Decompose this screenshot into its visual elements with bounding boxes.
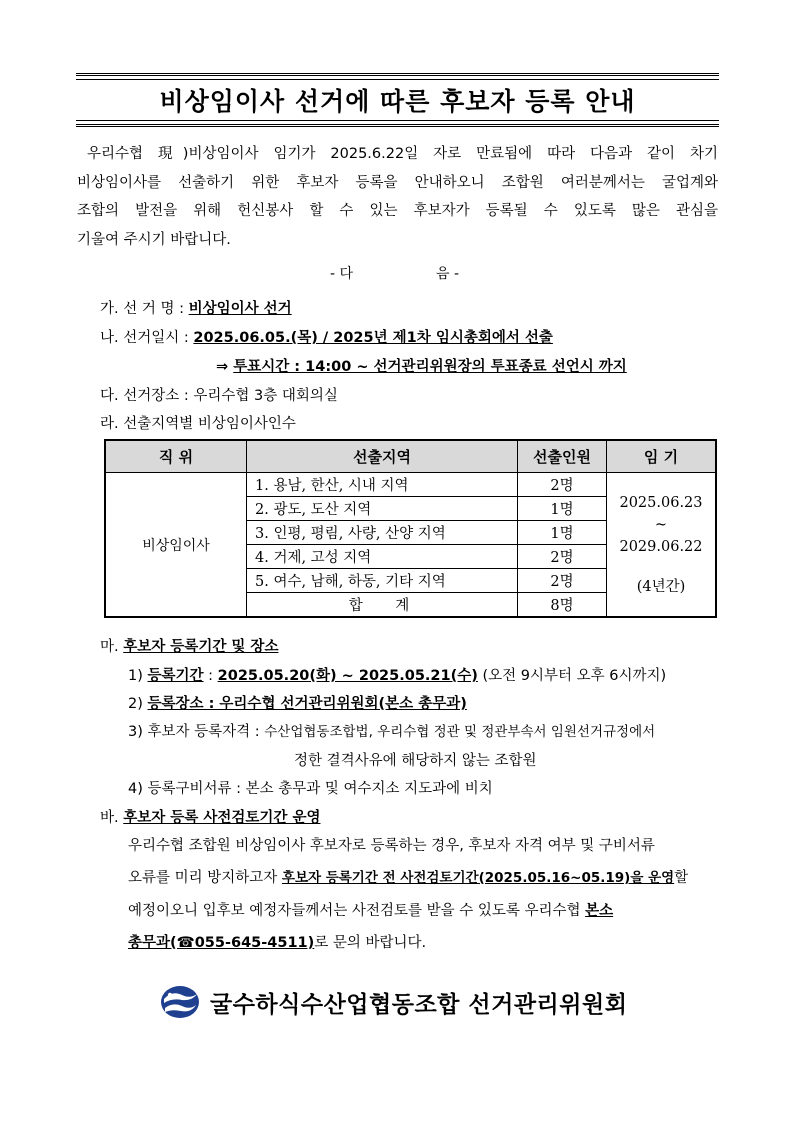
ma-item-3-cont (294, 749, 537, 770)
header-area: 선출지역 (247, 440, 518, 473)
term-end: 2029.06.22 (619, 538, 703, 555)
area-cell: 2. 광도, 도산 지역 (247, 497, 518, 521)
page-title: 비상임이사 선거에 따른 후보자 등록 안내 (159, 87, 636, 116)
title-banner (76, 73, 719, 127)
area-cell: 4. 거제, 고성 지역 (247, 545, 518, 569)
header-position: 직 위 (105, 440, 247, 473)
item-da (100, 384, 338, 405)
table-header-row (105, 440, 716, 473)
ba-line-2-bold: 후보자 등록기간 전 사전검토기간(2025.05.16~05.19)을 운영 (281, 870, 675, 886)
ba-line-4 (128, 931, 426, 952)
item-ra-label: 라. 선출지역별 비상임이사인수 (100, 416, 296, 432)
intro-line: 비상임이사를 선출하기 위한 후보자 등록을 안내하오니 조합원 여러분께서는 굴업계와 (77, 174, 718, 191)
ma-item-1-value: 2025.05.20(화) ~ 2025.05.21(수) (217, 668, 478, 684)
term-start: 2025.06.23 (619, 494, 703, 511)
item-na-sub (216, 355, 627, 376)
ma-item-3-value: 수산업협동조합법, 우리수협 정관 및 정관부속서 임원선거규정에서 (264, 724, 656, 740)
intro-line: 조합의 발전을 위해 헌신봉사 할 수 있는 후보자가 등록될 수 있도록 많은 관심을 (77, 203, 718, 219)
ma-item-2 (128, 692, 467, 713)
section-ba-label: 바. (100, 810, 119, 826)
ba-line-4-post: 로 문의 바랍니다. (314, 935, 427, 951)
ma-item-4-num: 4) (128, 781, 143, 797)
position-cell: 비상임이사 (105, 473, 247, 618)
ma-item-2-label: 등록장소 : 우리수협 선거관리위원회(본소 총무과) (147, 696, 467, 712)
count-cell: 2명 (518, 473, 607, 497)
intro-line: 기울여 주시기 바랍니다. (77, 231, 231, 248)
ba-line-2-pre: 오류를 미리 방지하고자 (128, 870, 282, 886)
ba-line-3 (128, 899, 613, 920)
ba-line-3-pre: 예정이오니 입후보 예정자들께서는 사전검토를 받을 수 있도록 우리수협 (128, 903, 586, 919)
ma-item-3-label: 후보자 등록자격 : (147, 724, 260, 740)
item-da-value: 우리수협 3층 대회의실 (193, 388, 338, 404)
term-separator: ~ (654, 516, 668, 533)
ma-item-3-value2: 정한 결격사유에 해당하지 않는 조합원 (294, 753, 537, 769)
count-cell: 1명 (518, 521, 607, 545)
section-ma (100, 635, 278, 656)
intro-line: 우리수협 現)비상임이사 임기가 2025.6.22일 자로 만료됨에 따라 다음과 같이 차기 (87, 146, 718, 162)
count-cell: 2명 (518, 569, 607, 593)
item-ga-value: 비상임이사 선거 (188, 301, 292, 317)
item-na-sub-value: 투표시간 : 14:00 ~ 선거관리위원장의 투표종료 선언시 까지 (233, 359, 627, 375)
count-cell: 1명 (518, 497, 607, 521)
da-eum-right: 음 - (436, 266, 460, 282)
table-row (105, 473, 716, 497)
ba-line-1-text: 우리수협 조합원 비상임이사 후보자로 등록하는 경우, 후보자 자격 여부 및 구비서류 (128, 838, 655, 854)
ma-item-1-label: 등록기간 (147, 668, 204, 684)
section-ma-label: 마. (100, 639, 119, 655)
section-ma-title: 후보자 등록기간 및 장소 (123, 639, 279, 655)
footer (160, 982, 627, 1022)
total-label: 합 계 (247, 593, 518, 618)
ma-item-2-num: 2) (128, 696, 143, 712)
count-cell: 2명 (518, 545, 607, 569)
item-da-label: 다. 선거장소 : (100, 388, 189, 404)
ma-item-1 (128, 664, 666, 685)
director-table (104, 439, 717, 618)
item-ga-label: 가. 선 거 명 : (100, 301, 184, 317)
header-term: 임 기 (607, 440, 717, 473)
intro-paragraph (77, 140, 718, 254)
ba-line-3-bold: 본소 (585, 903, 614, 919)
section-ba-title: 후보자 등록 사전검토기간 운영 (123, 810, 321, 826)
item-na-label: 나. 선거일시 : (100, 330, 189, 346)
ma-item-4 (128, 777, 493, 798)
item-ga (100, 297, 292, 318)
da-eum-left: - 다 (330, 266, 354, 282)
area-cell: 1. 용남, 한산, 시내 지역 (247, 473, 518, 497)
ma-item-1-note: (오전 9시부터 오후 6시까지) (482, 668, 667, 684)
term-cell (607, 473, 717, 618)
ma-item-1-num: 1) (128, 668, 143, 684)
item-na-value: 2025.06.05.(목) / 2025년 제1차 임시총회에서 선출 (193, 330, 553, 346)
ba-line-1 (128, 834, 716, 855)
ma-item-3-num: 3) (128, 724, 143, 740)
ma-item-1-sep: : (203, 668, 218, 684)
arrow-icon: ⇒ (216, 359, 229, 375)
footer-org-name: 굴수하식수산업협동조합 선거관리위원회 (210, 990, 628, 1018)
area-cell: 3. 인평, 평림, 사량, 산양 지역 (247, 521, 518, 545)
ma-item-4-label: 등록구비서류 : 본소 총무과 및 여수지소 지도과에 비치 (147, 781, 493, 797)
header-count: 선출인원 (518, 440, 607, 473)
item-na (100, 326, 553, 347)
ba-line-2-post: 할 (674, 870, 689, 886)
total-count: 8명 (518, 593, 607, 618)
cooperative-logo-icon (160, 984, 200, 1020)
ba-line-4-bold: 총무과(☎055-645-4511) (128, 935, 315, 951)
item-ra (100, 412, 296, 433)
ba-line-2 (128, 866, 688, 887)
ma-item-3 (128, 720, 655, 741)
section-ba (100, 806, 320, 827)
area-cell: 5. 여수, 남해, 하동, 기타 지역 (247, 569, 518, 593)
term-years: (4년간) (636, 578, 686, 595)
